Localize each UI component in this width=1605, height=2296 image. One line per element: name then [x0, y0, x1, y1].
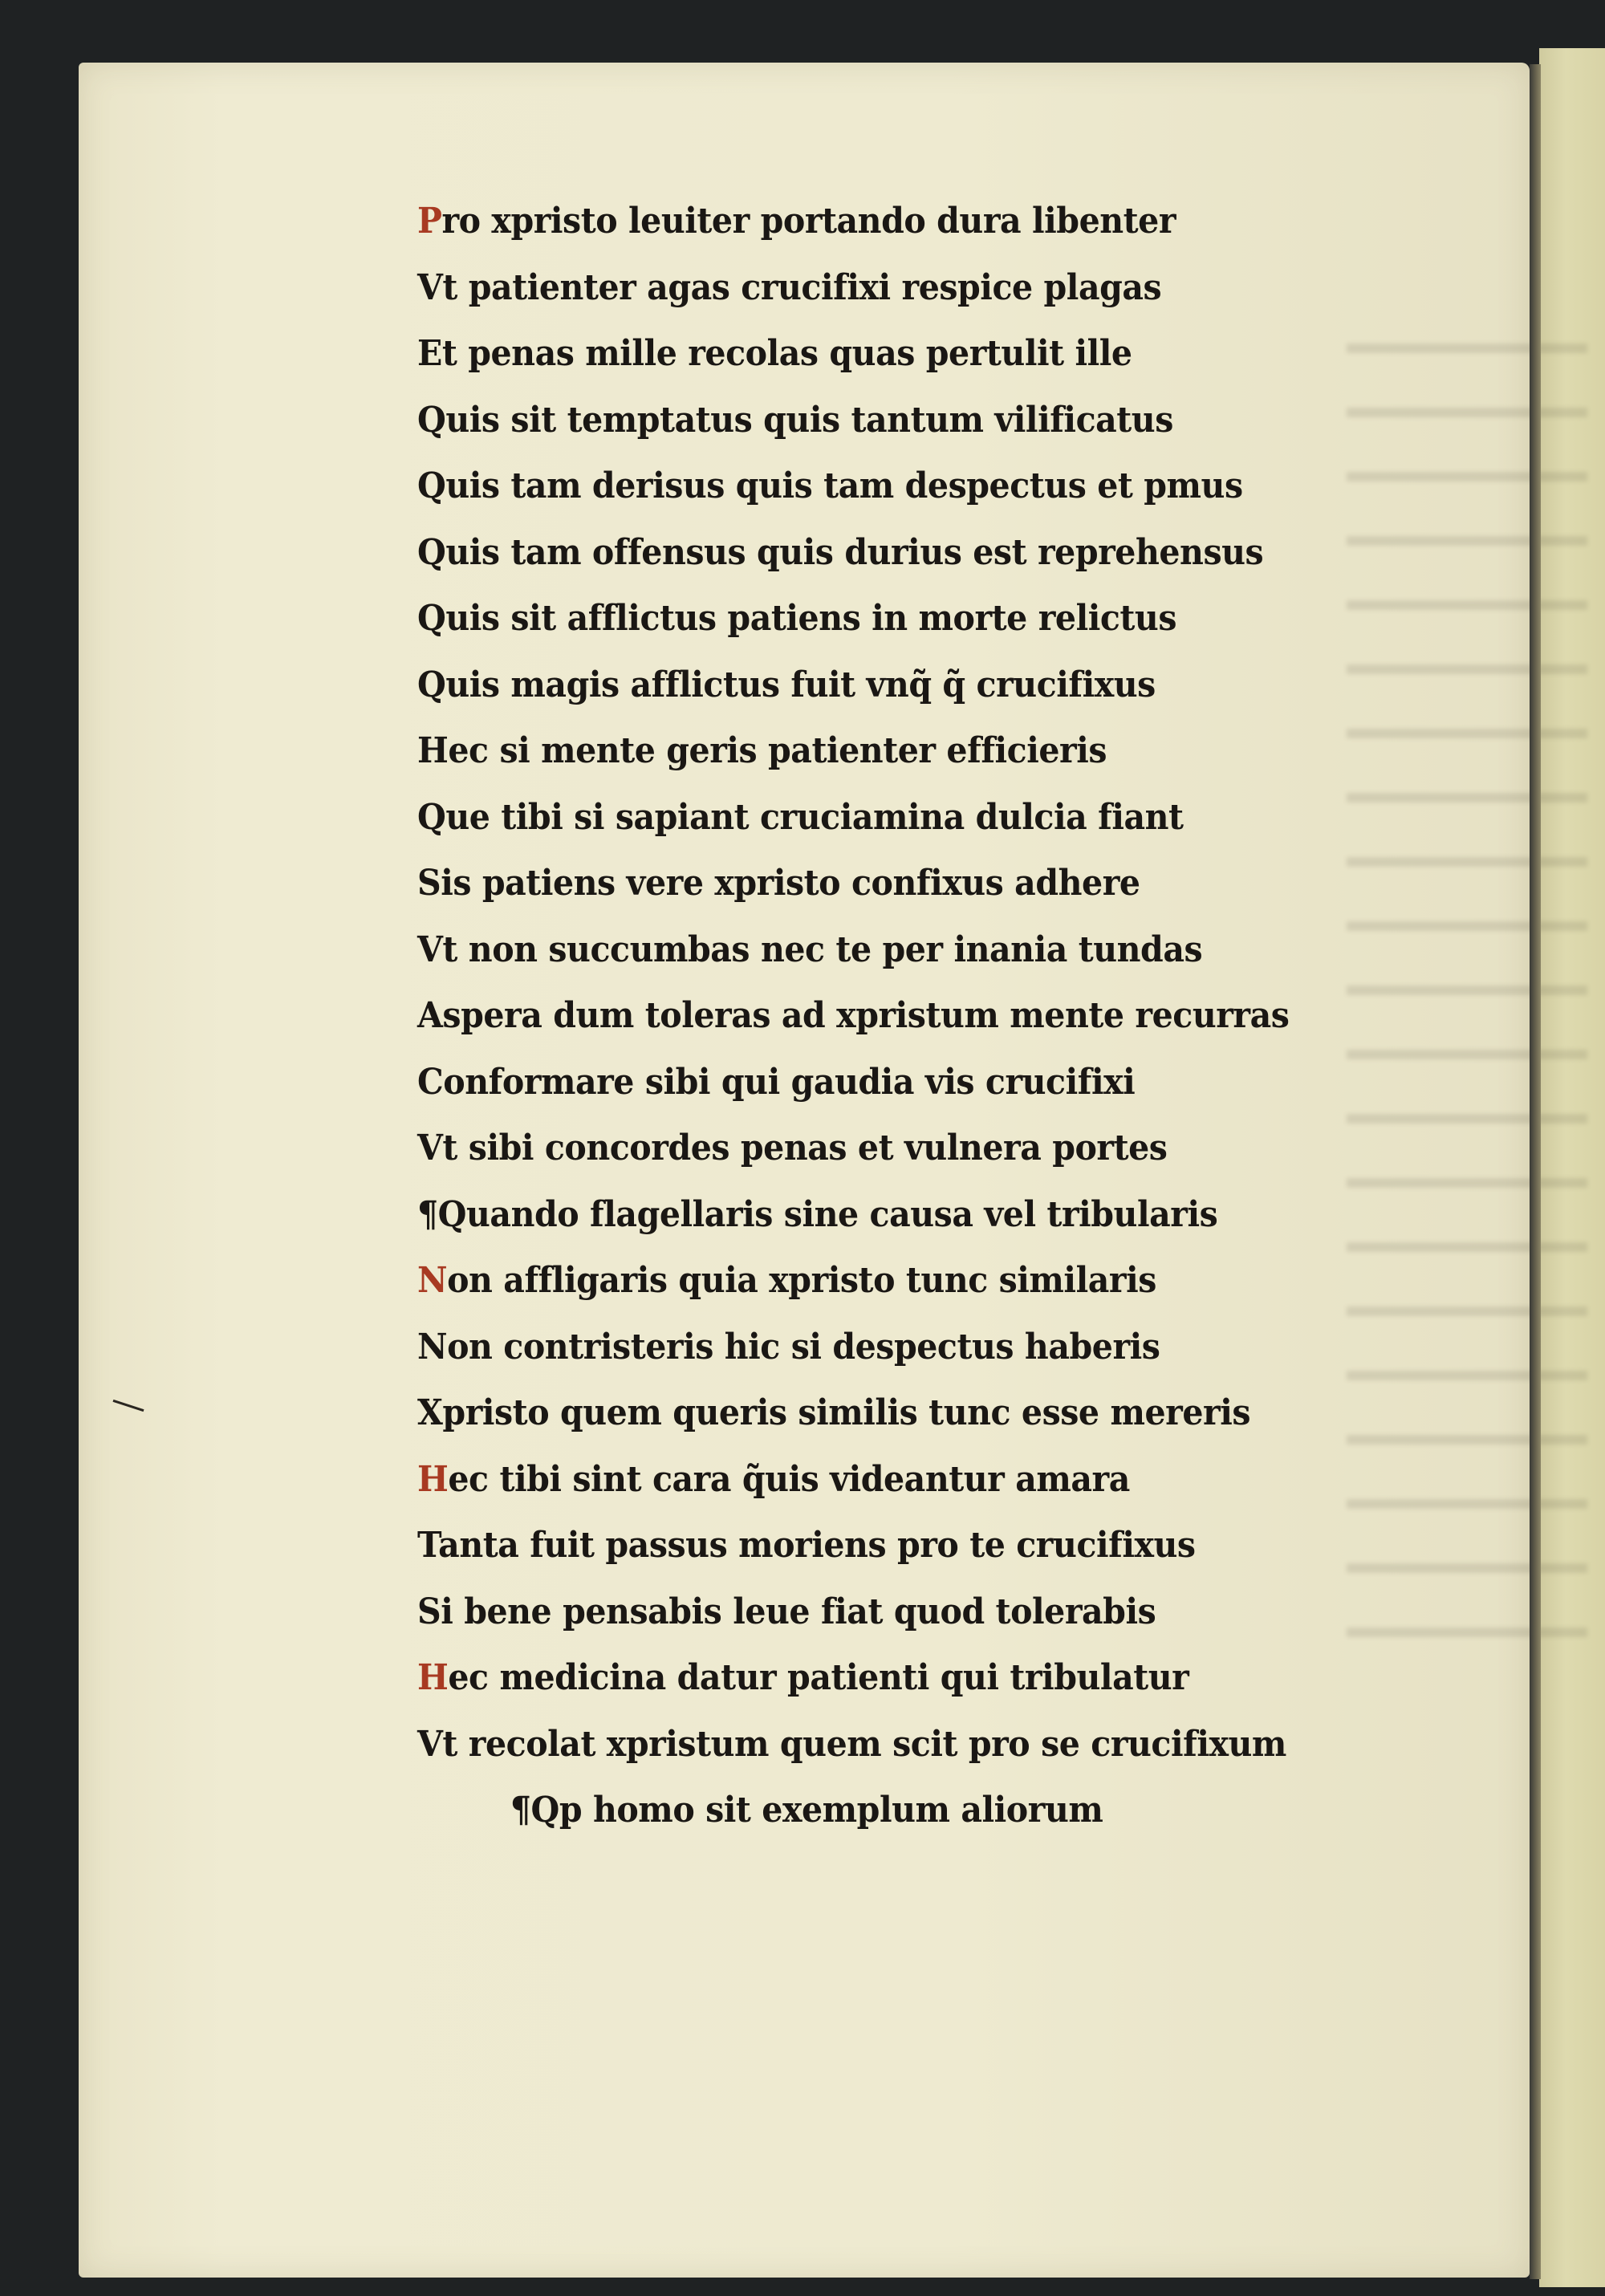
line-text: ue tibi si sapiant cruciamina dulcia fiant — [445, 796, 1184, 838]
verse-line — [417, 255, 1302, 322]
verse-line — [417, 453, 1302, 520]
verse-line — [417, 1579, 1302, 1646]
initial-letter: V — [417, 929, 443, 970]
initial-letter: N — [417, 1326, 448, 1367]
initial-letter: A — [417, 995, 443, 1036]
line-text: is patiens vere xpristo confixus adhere — [441, 863, 1140, 904]
verse-line — [417, 1315, 1302, 1381]
initial-letter: Q — [417, 531, 446, 573]
line-text: on contristeris hic si despectus haberis — [447, 1326, 1160, 1367]
verse-line — [417, 388, 1302, 454]
line-text: ro xpristo leuiter portando dura libenter — [441, 201, 1176, 242]
verse-line — [417, 1248, 1302, 1315]
line-text: pristo quem queris similis tunc esse mereris — [442, 1392, 1251, 1433]
initial-letter: H — [417, 1657, 449, 1698]
line-text: spera dum toleras ad xpristum mente recurras — [442, 995, 1290, 1036]
show-through-text — [1347, 303, 1587, 1668]
initial-letter: Q — [417, 598, 446, 639]
line-text: t non succumbas nec te per inania tundas — [442, 929, 1203, 970]
verse-line — [417, 917, 1302, 984]
line-text: uis sit afflictus patiens in morte relictus — [445, 598, 1177, 639]
line-text: uis sit temptatus quis tantum vilificatus — [445, 399, 1173, 441]
line-text: t recolat xpristum quem scit pro se crucifixum — [442, 1723, 1286, 1765]
line-text: anta fuit passus moriens pro te crucifixus — [438, 1525, 1196, 1566]
verse-line — [417, 520, 1302, 587]
verse-line — [417, 586, 1302, 652]
verse-line — [417, 851, 1302, 917]
verse-line — [417, 785, 1302, 851]
section-heading — [417, 1778, 1302, 1844]
verse-line — [417, 718, 1302, 785]
line-text: ec medicina datur patienti qui tribulatur — [448, 1657, 1189, 1698]
verse-line — [417, 321, 1302, 388]
line-text: on affligaris quia xpristo tunc similaris — [447, 1260, 1156, 1301]
heading-text: Qp homo sit exemplum aliorum — [530, 1790, 1103, 1831]
line-text: onformare sibi qui gaudia vis crucifixi — [443, 1061, 1136, 1103]
line-text: t sibi concordes penas et vulnera portes — [442, 1128, 1168, 1168]
verse-line — [417, 1050, 1302, 1116]
line-text: ec si mente geris patienter efficieris — [448, 730, 1107, 771]
initial-letter: Q — [417, 399, 446, 441]
verse-line — [417, 1712, 1302, 1778]
line-text: uis tam derisus quis tam despectus et pmus — [445, 465, 1243, 506]
line-text: ec tibi sint cara q̃uis videantur amara — [448, 1458, 1130, 1500]
initial-letter: V — [417, 1723, 443, 1765]
verse-line — [417, 1380, 1302, 1447]
verse-line — [417, 189, 1302, 255]
initial-letter: S — [417, 863, 441, 904]
line-text: uando flagellaris sine causa vel tribularis — [466, 1193, 1218, 1235]
verse-text-block — [417, 189, 1364, 1844]
initial-letter: Q — [417, 465, 446, 506]
initial-letter: H — [417, 730, 449, 771]
initial-letter: V — [417, 266, 443, 308]
initial-letter: N — [417, 1260, 448, 1301]
initial-letter: T — [417, 1525, 439, 1566]
initial-letter: H — [417, 1458, 449, 1500]
line-text: uis magis afflictus fuit vnq̃ q̃ crucifixus — [445, 664, 1156, 705]
initial-letter: V — [417, 1128, 443, 1168]
pilcrow-mark: ¶ — [510, 1790, 531, 1831]
line-text: i bene pensabis leue fiat quod tolerabis — [441, 1591, 1156, 1632]
initial-letter: X — [417, 1392, 443, 1433]
line-text: uis tam offensus quis durius est reprehensus — [445, 531, 1264, 573]
initial-letter: S — [417, 1591, 441, 1632]
initial-letter: ¶Q — [417, 1193, 467, 1235]
initial-letter: Q — [417, 664, 446, 705]
verse-line — [417, 1447, 1302, 1514]
line-text: t patienter agas crucifixi respice plagas — [442, 266, 1162, 308]
line-text: t penas mille recolas quas pertulit ille — [441, 333, 1132, 374]
initial-letter: C — [417, 1061, 444, 1103]
verse-line — [417, 1115, 1302, 1182]
verse-line — [417, 983, 1302, 1050]
verse-line — [417, 1513, 1302, 1579]
page-gutter — [1530, 64, 1541, 2279]
initial-letter: E — [417, 333, 442, 374]
initial-letter: Q — [417, 796, 446, 838]
initial-letter: P — [417, 201, 442, 242]
verse-line — [417, 1645, 1302, 1712]
verse-line — [417, 1182, 1302, 1249]
verse-line — [417, 652, 1302, 719]
